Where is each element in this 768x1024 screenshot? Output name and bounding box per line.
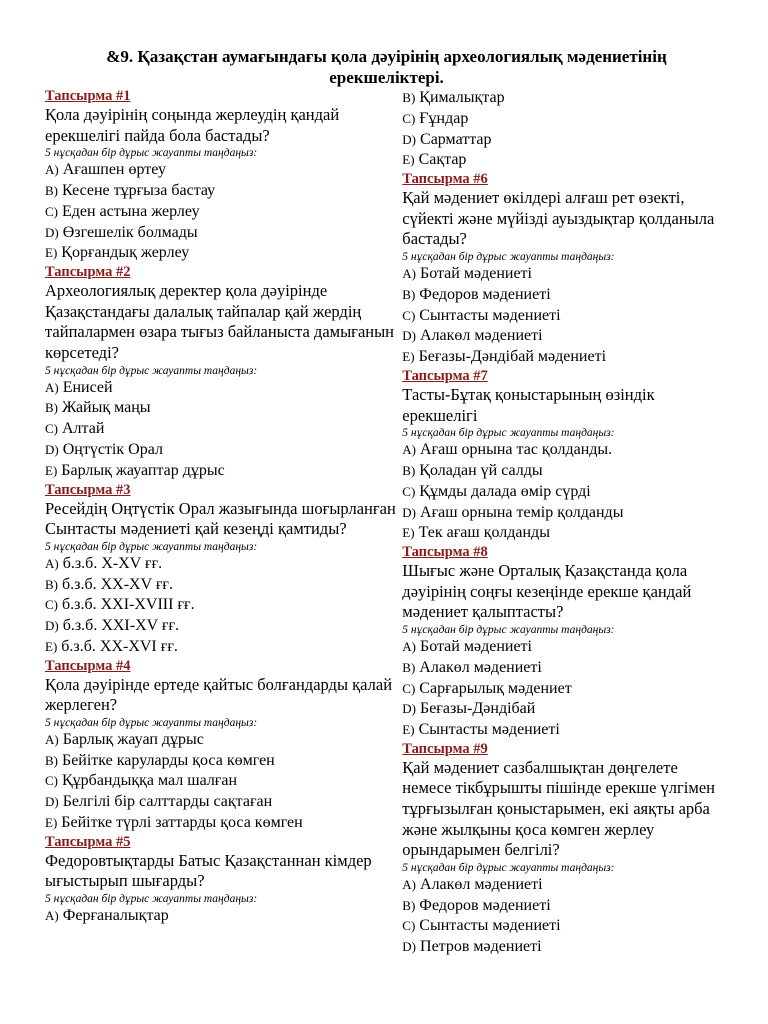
option-letter: E) — [45, 638, 58, 654]
answer-option[interactable] — [402, 130, 728, 151]
answer-option[interactable] — [45, 575, 402, 596]
answer-option[interactable] — [402, 109, 728, 130]
option-letter: C) — [402, 483, 416, 499]
answer-option[interactable] — [45, 378, 402, 399]
option-letter: A) — [45, 379, 59, 395]
task-7 — [402, 368, 728, 544]
option-text: Ферғаналықтар — [62, 907, 169, 925]
option-text: Алакөл мәдениеті — [419, 658, 542, 676]
option-letter: B) — [402, 897, 416, 913]
option-text: Барлық жауап дұрыс — [62, 730, 204, 748]
option-text: Ағашпен өртеу — [62, 161, 166, 179]
task-label: Тапсырма #8 — [402, 544, 488, 561]
task-label: Тапсырма #5 — [45, 833, 131, 850]
option-letter: E) — [402, 349, 415, 365]
answer-option[interactable] — [45, 243, 402, 264]
option-text: Сынтасты мәдениеті — [419, 306, 561, 324]
answer-option[interactable] — [45, 181, 402, 202]
option-text: б.з.б. XX-XVI ғғ. — [61, 637, 178, 655]
question-text: Федоровтықтарды Батыс Қазақстаннан кімдер ығыстырып шығарды? — [45, 850, 372, 891]
option-text: Белгілі бір салттарды сақтаған — [62, 793, 273, 811]
option-text: Сынтасты мәдениеті — [418, 721, 560, 739]
answer-option[interactable] — [402, 347, 728, 368]
task-label: Тапсырма #7 — [402, 367, 488, 384]
option-text: Беғазы-Дәндібай мәдениеті — [418, 348, 607, 366]
option-text: Алакөл мәдениеті — [420, 327, 543, 345]
option-text: Барлық жауаптар дұрыс — [61, 461, 225, 479]
answer-option[interactable] — [402, 461, 728, 482]
option-text: Сарғарылық мәдениет — [419, 679, 572, 697]
answer-option[interactable] — [45, 616, 402, 637]
option-letter: B) — [402, 659, 416, 675]
answer-option[interactable] — [45, 202, 402, 223]
option-letter: D) — [402, 328, 417, 344]
option-letter: A) — [45, 555, 59, 571]
option-text: Федоров мәдениеті — [419, 896, 551, 914]
answer-option[interactable] — [45, 792, 402, 813]
instruction-text: 5 нұсқадан бір дұрыс жауапты таңдаңыз: — [402, 623, 615, 636]
option-letter: B) — [402, 286, 416, 302]
option-text: Сақтар — [418, 151, 467, 169]
option-text: Сарматтар — [420, 130, 492, 148]
answer-option[interactable] — [45, 419, 402, 440]
option-letter: E) — [45, 462, 58, 478]
option-text: Құрбандыққа мал шалған — [62, 772, 238, 790]
task-8 — [402, 544, 728, 741]
option-letter: C) — [45, 421, 58, 437]
task-4 — [45, 658, 402, 834]
option-text: Оңтүстік Орал — [62, 440, 163, 458]
instruction-text: 5 нұсқадан бір дұрыс жауапты таңдаңыз: — [402, 861, 615, 874]
task-label: Тапсырма #9 — [402, 740, 488, 757]
question-text: Шығыс және Орталық Қазақстанда қола дәуірінің соңғы кезеңінде ерекше қандай мәдениет қалыптасты? — [402, 561, 692, 622]
page-title: &9. Қазақстан аумағындағы қола дәуірінің археологиялық мәдениетінің ерекшеліктері. — [106, 47, 667, 87]
task-6 — [402, 171, 728, 368]
option-letter: C) — [402, 307, 416, 323]
option-letter: D) — [45, 794, 59, 810]
task-3 — [45, 482, 402, 658]
option-letter: C) — [45, 773, 58, 789]
option-text: б.з.б. XX-XV ғғ. — [62, 575, 173, 593]
option-letter: B) — [45, 752, 58, 768]
option-text: Еден астына жерлеу — [62, 202, 200, 220]
answer-option[interactable] — [45, 813, 402, 834]
question-text: Тасты-Бұтақ қоныстарының өзіндік ерекшелігі — [402, 384, 655, 425]
question-text: Қола дәуірінде ертеде қайтыс болғандарды қалай жерлеген? — [45, 674, 393, 715]
option-text: Қималықтар — [419, 89, 505, 106]
option-letter: A) — [402, 265, 417, 281]
answer-option[interactable] — [402, 285, 728, 306]
option-letter: D) — [402, 504, 417, 520]
option-letter: B) — [402, 462, 416, 478]
question-text: Қай мәдениет сазбалшықтан дөңгелете немесе тікбұрышты пішінде ерекше үлгімен тұрғызылған қоныстарымен, екі аяқты арба және жылқыны қоса көмген жерлеу орындарымен белгілі? — [402, 757, 715, 860]
question-text: Ресейдің Оңтүстік Орал жазығында шоғырланған Сынтасты мәдениеті қай кезеңді қамтиды? — [45, 498, 396, 539]
option-text: Ағаш орнына темір қолданды — [420, 503, 624, 521]
option-text: Беғазы-Дәндібай — [420, 700, 536, 718]
answer-option[interactable] — [402, 896, 728, 917]
task-label: Тапсырма #1 — [45, 88, 131, 104]
option-letter: D) — [45, 441, 59, 457]
option-letter: D) — [45, 224, 59, 240]
left-column — [45, 88, 402, 958]
right-column — [402, 88, 728, 958]
option-text: Жайық маңы — [62, 399, 151, 417]
answer-option[interactable] — [402, 523, 728, 544]
answer-option[interactable] — [402, 699, 728, 720]
option-text: Тек ағаш қолданды — [418, 524, 550, 542]
answer-option[interactable] — [402, 720, 728, 741]
option-letter: B) — [45, 576, 58, 592]
option-text: Өзгешелік болмады — [62, 223, 198, 241]
answer-option[interactable] — [45, 554, 402, 575]
answer-option[interactable] — [45, 771, 402, 792]
question-text: Археологиялық деректер қола дәуірінде Қазақстандағы далалық тайпалар қай жердің тайпалармен өзара тығыз байланыста дамығанын көрсетеді? — [45, 281, 395, 362]
task-9 — [402, 741, 728, 958]
task-5-continued — [402, 88, 728, 171]
option-letter: C) — [402, 680, 416, 696]
option-text: Құмды далада өмір сүрді — [419, 482, 591, 500]
task-label: Тапсырма #4 — [45, 657, 131, 674]
answer-option[interactable] — [402, 306, 728, 327]
option-text: б.з.б. XXI-XVIII ғғ. — [62, 596, 195, 614]
answer-option[interactable] — [402, 88, 728, 109]
option-letter: A) — [45, 731, 59, 747]
answer-option[interactable] — [402, 503, 728, 524]
option-text: Петров мәдениеті — [420, 938, 542, 956]
answer-option[interactable] — [402, 482, 728, 503]
answer-option[interactable] — [45, 637, 402, 658]
option-letter: E) — [45, 815, 58, 831]
instruction-text: 5 нұсқадан бір дұрыс жауапты таңдаңыз: — [402, 427, 615, 440]
task-1 — [45, 88, 402, 264]
option-text: б.з.б. XXI-XV ғғ. — [62, 617, 180, 635]
answer-option[interactable] — [45, 461, 402, 482]
option-letter: D) — [45, 618, 59, 634]
option-text: Ағаш орнына тас қолданды. — [420, 441, 613, 459]
instruction-text: 5 нұсқадан бір дұрыс жауапты таңдаңыз: — [45, 716, 258, 729]
option-text: б.з.б. X-XV ғғ. — [62, 554, 163, 572]
option-letter: D) — [402, 939, 417, 955]
task-label: Тапсырма #6 — [402, 171, 488, 188]
instruction-text: 5 нұсқадан бір дұрыс жауапты таңдаңыз: — [45, 364, 258, 377]
option-letter: B) — [45, 182, 58, 198]
answer-option[interactable] — [45, 223, 402, 244]
option-text: Енисей — [62, 378, 113, 396]
option-text: Ғұндар — [419, 109, 469, 127]
instruction-text: 5 нұсқадан бір дұрыс жауапты таңдаңыз: — [45, 540, 258, 553]
columns — [45, 88, 728, 958]
answer-option[interactable] — [402, 264, 728, 285]
instruction-text: 5 нұсқадан бір дұрыс жауапты таңдаңыз: — [45, 893, 258, 906]
option-letter: D) — [402, 131, 417, 147]
answer-option[interactable] — [45, 595, 402, 616]
answer-option[interactable] — [45, 751, 402, 772]
task-2 — [45, 264, 402, 481]
question-text: Қола дәуірінің соңында жерлеудің қандай ерекшелігі пайда бола бастады? — [45, 105, 340, 145]
option-text: Алтай — [62, 420, 105, 438]
option-letter: A) — [45, 908, 59, 924]
option-letter: E) — [402, 525, 415, 541]
option-letter: B) — [45, 400, 58, 416]
option-letter: A) — [402, 638, 417, 654]
answer-option[interactable] — [402, 637, 728, 658]
option-letter: A) — [45, 162, 59, 178]
option-text: Ботай мәдениеті — [420, 264, 532, 282]
answer-option[interactable] — [45, 906, 402, 927]
option-text: Қорғандық жерлеу — [61, 244, 190, 262]
option-letter: A) — [402, 876, 417, 892]
answer-option[interactable] — [45, 398, 402, 419]
answer-option[interactable] — [45, 730, 402, 751]
answer-option[interactable] — [402, 326, 728, 347]
option-text: Ботай мәдениеті — [420, 637, 532, 655]
answer-option[interactable] — [402, 875, 728, 896]
option-text: Алакөл мәдениеті — [420, 875, 543, 893]
option-text: Қоладан үй салды — [419, 461, 543, 479]
answer-option[interactable] — [45, 160, 402, 181]
task-label: Тапсырма #2 — [45, 264, 131, 281]
instruction-text: 5 нұсқадан бір дұрыс жауапты таңдаңыз: — [45, 147, 258, 160]
answer-option[interactable] — [402, 150, 728, 171]
answer-option[interactable] — [45, 440, 402, 461]
option-letter: C) — [402, 918, 416, 934]
option-letter: C) — [402, 110, 416, 126]
answer-option[interactable] — [402, 937, 728, 958]
task-5 — [45, 834, 402, 927]
question-text: Қай мәдениет өкілдері алғаш рет өзекті, сүйекті және мүйізді ауыздықтар қолданыла бастады? — [402, 188, 715, 249]
answer-option[interactable] — [402, 658, 728, 679]
answer-option[interactable] — [402, 679, 728, 700]
option-letter: B) — [402, 90, 416, 105]
answer-option[interactable] — [402, 916, 728, 937]
option-text: Бейітке түрлі заттарды қоса көмген — [61, 814, 303, 832]
instruction-text: 5 нұсқадан бір дұрыс жауапты таңдаңыз: — [402, 250, 615, 263]
option-letter: E) — [402, 152, 415, 168]
option-text: Федоров мәдениеті — [419, 285, 551, 303]
option-text: Сынтасты мәдениеті — [419, 917, 561, 935]
option-letter: E) — [45, 245, 58, 261]
task-label: Тапсырма #3 — [45, 481, 131, 498]
option-letter: C) — [45, 597, 58, 613]
option-letter: C) — [45, 203, 58, 219]
option-letter: D) — [402, 701, 417, 717]
option-text: Бейітке каруларды қоса көмген — [62, 751, 275, 769]
option-text: Кесене тұрғыза бастау — [62, 181, 216, 199]
option-letter: E) — [402, 722, 415, 738]
option-letter: A) — [402, 442, 417, 458]
answer-option[interactable] — [402, 440, 728, 461]
